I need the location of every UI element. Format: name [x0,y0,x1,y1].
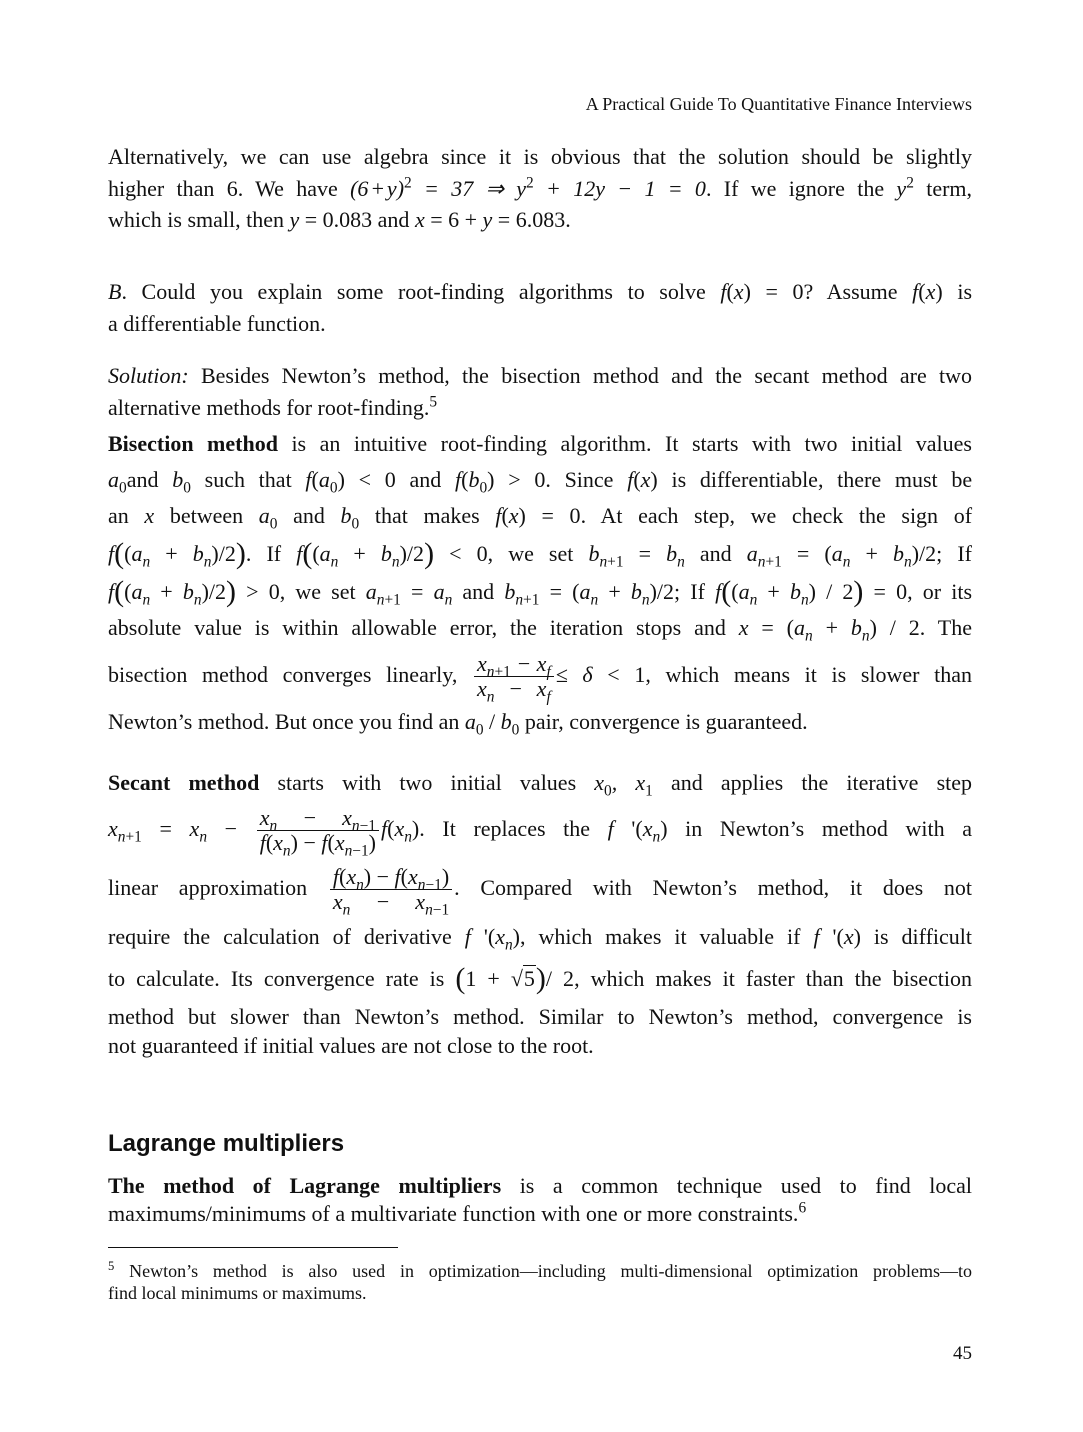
equation: (6 + y)$^2$ = 37 ⇒ $y^2 + 12y - 1 = 0$ [350,174,706,201]
text-line: to calculate. Its convergence rate is (1 + √5)/ 2, which makes it faster than the bisection [108,962,973,995]
footnote-marker: 5 [108,1259,115,1273]
text-line: method but slower than Newton’s method. Similar to Newton’s method, convergence is [108,1004,972,1029]
text-line: Newton’s method. But once you find an $a_0 / b_0$ pair, convergence is guaranteed. [108,709,808,739]
paragraph-algebra [108,141,972,236]
fraction-secant-step: $\frac{x_n - x_{n-1}}{f(x_n) - f(x_{n-1})}$ [257,806,379,855]
text-line: $f((a_n + b_n)/2) > 0$, we set $a_{n+1} = a_n$ and $b_{n+1} = (a_n + b_n)/2$; If $f((a_n + b_n) / 2) = 0$, or its [108,575,973,609]
term-bisection: Bisection method [108,431,278,456]
text-line: bisection method converges linearly, $\frac{x_{n+1} - x_f}{x_n - x_f}$ ≤ δ < 1, which means it is slower than [108,651,972,706]
text-line: $a_0and$ $b_0$ such that $f(a_0) < 0$ and $f(b_0) > 0$. Since f(x) is differentiable, there must be [108,467,973,497]
text-line: maximums/minimums of a multivariate function with one or more constraints.$^6$ [108,1199,807,1226]
fraction-linear-approx: $\frac{f(x_n) - f(x_{n-1})}{x_n - x_{n-1}}$ [330,865,452,914]
text-line: which is small, then y = 0.083 and x = 6 + y = 6.083. [108,207,571,232]
text-line: Solution: Besides Newton’s method, the bisection method and the secant method are two [108,363,972,388]
solution-paragraph [108,360,972,423]
text-line: $^5$ Newton’s method is also used in optimization—including multi-dimensional optimization problems—to [108,1259,973,1281]
text-line: a differentiable function. [108,310,326,336]
running-head: A Practical Guide To Quantitative Finance Interviews [585,94,972,114]
text-line: Alternatively, we can use algebra since it is obvious that the solution should be slightly [108,144,972,169]
page-number: 45 [953,1343,972,1364]
text-line: B. Could you explain some root-finding algorithms to solve f(x) = 0? Assume f(x) is [108,279,973,304]
text-line: Secant method starts with two initial values $x_0$, $x_1$ and applies the iterative step [108,770,973,800]
question-b [108,276,972,339]
term-secant: Secant method [108,770,260,795]
footnote-ref: 5 [429,393,438,411]
footnote [108,1260,972,1304]
footnote-rule [108,1247,398,1248]
secant-paragraph [108,766,972,1060]
footnote-ref: 6 [798,1199,807,1217]
section-heading-lagrange: Lagrange multipliers [108,1130,345,1157]
text-line: higher than 6. We have (6 + y)$^2$ = 37 ⇒ $y^2 + 12y - 1 = 0$. If we ignore the $y^2$ term, [108,174,973,201]
text-line: $f((a_n + b_n)/2)$. If $f((a_n + b_n)/2) < 0$, we set $b_{n+1} = b_n$ and $a_{n+1} = (a_n + b_n)/2$; If [108,537,972,571]
text-line: absolute value is within allowable error, the iteration stops and $x = (a_n + b_n) / 2$. The [108,615,972,645]
term-lagrange: The method of Lagrange multipliers [108,1173,502,1198]
text-line: The method of Lagrange multipliers is a common technique used to find local [108,1173,973,1198]
text-line: not guaranteed if initial values are not close to the root. [108,1033,594,1058]
text-line: require the calculation of derivative f '$(x_n)$, which makes it valuable if f '(x) is difficult [108,924,972,954]
bisection-paragraph [108,426,972,740]
text-line: Bisection method is an intuitive root-finding algorithm. It starts with two initial values [108,431,972,456]
text-line: an x between $a_0$ and $b_0$ that makes f(x) = 0. At each step, we check the sign of [108,503,973,533]
fraction-convergence: $\frac{x_{n+1} - x_f}{x_n - x_f}$ [474,652,554,701]
lagrange-paragraph [108,1172,972,1228]
text-line: alternative methods for root-finding.$^5$ [108,393,438,420]
text-line: $x_{n+1} = x_n$ − $\frac{x_n - x_{n-1}}{f(x_n) - f(x_{n-1})}$ $f(x_n)$. It replaces the f '$(x_n)$ in Newton’s method with a [108,805,973,860]
text-line: linear approximation $\frac{f(x_n) - f(x_{n-1})}{x_n - x_{n-1}}$ . Compared with Newton’s method, it does not [108,864,973,919]
text-line: find local minimums or maximums. [108,1283,367,1303]
